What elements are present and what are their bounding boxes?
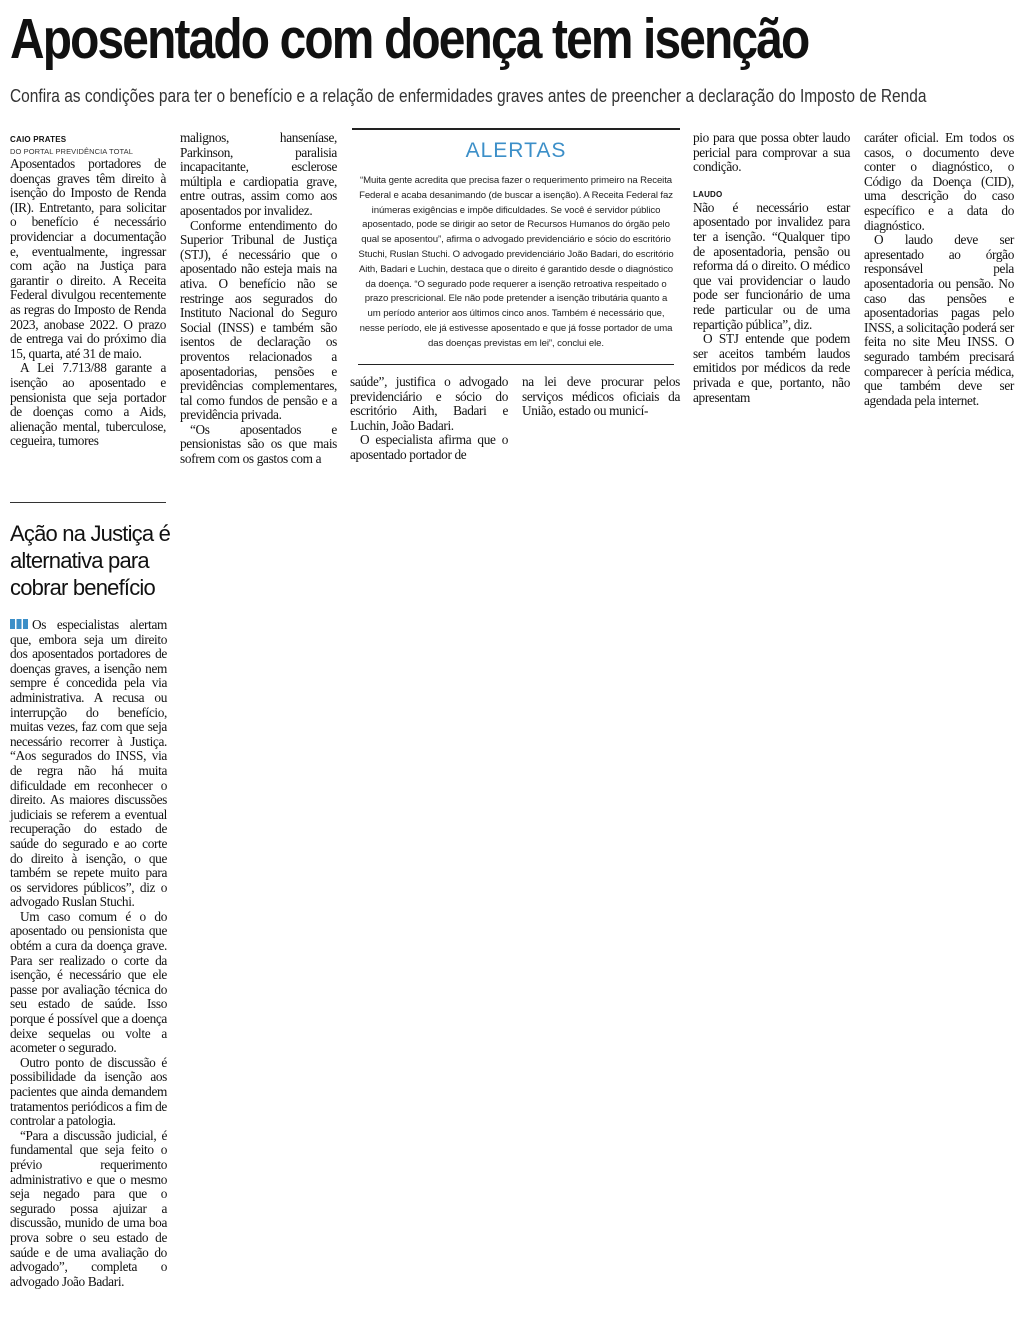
paragraph: O laudo deve ser apresentado ao órgão responsável pela aposentadoria ou pensão. No caso das pensões e aposentadorias pagas pelo INSS, a solicitação poderá ser feita no site Meu INSS. O segurado também precisará comparecer à perícia médica, que também deve ser agendada pela internet. <box>864 232 1014 408</box>
alerts-title: ALERTAS <box>465 139 567 162</box>
paragraph: Não é necessário estar aposentado por invalidez para ter a isenção. “Qualquer tipo de aposentadoria, pensão ou reforma dá o direito. O médico que vai providenciar o laudo pode ser funcionário de uma rede particular ou de uma repartição pública”, diz. <box>693 199 850 332</box>
byline-source: DO PORTAL PREVIDÊNCIA TOTAL <box>10 147 134 156</box>
paragraph-text: Os especialistas alertam que, embora seja um direito dos aposentados portadores de doenças graves, a isenção nem sempre é concedida pela via administrativa. A recusa ou interrupção do benefício, muitas vezes, faz com que seja necessário recorrer à Justiça. “Aos segurados do INSS, via de regra não há muita dificuldade em reconhecer o direito. As maiores discussões judiciais se referem a eventual recuperação do estado de saúde do segurado e ao corte do direito à isenção, o que também se repete muito para os servidores públicos”, diz o advogado Ruslan Stuchi. <box>10 617 167 910</box>
article-column-4 <box>522 375 680 419</box>
paragraph: O STJ entende que podem ser aceitos também laudos emitidos por médicos da rede privada e que, portanto, não apresentam <box>693 331 850 405</box>
article-column-1 <box>10 134 166 449</box>
paragraph <box>10 618 167 910</box>
paragraph: Outro ponto de discussão é possibilidade da isenção aos pacientes que ainda demandem tratamentos periódicos a fim de controlar a patologia. <box>10 1054 167 1129</box>
alerts-text: “Muita gente acredita que precisa fazer o requerimento primeiro na Receita Federal e acaba desanimando (de buscar a isenção). A Receita Federal faz inúmeras exigências e impõe dificuldades. Se você é servidor público aposentado, pode se dirigir ao setor de Recursos Humanos do órgão pelo qual se aposentou”, afirma o advogado previdenciário e sócio do escritório Stuchi, Ruslan Stuchi. O advogado previdenciário João Badari, do escritório Aith, Badari e Luchin, destaca que o direito é garantido desde o diagnóstico da doença. “O segurado pode requerer a isenção retroativa respeitado o prazo prescricional. Ele não pode pretender a isenção tributária quanto a um período anterior aos últimos cinco anos. Também é necessário que, nesse período, ele já estivesse aposentado e que já fosse portador de uma das doenças previstas em lei”, conclui ele. <box>358 175 674 349</box>
paragraph: saúde”, justifica o advogado previdenciário e sócio do escritório Aith, Badari e Luchin, João Badari. <box>350 374 508 433</box>
subhead: Confira as condições para ter o benefício e a relação de enfermidades graves antes de preencher a declaração do Imposto de Renda <box>10 86 927 106</box>
section-marker-icon <box>10 619 28 629</box>
paragraph: pio para que possa obter laudo pericial para comprovar a sua condição. <box>693 130 850 175</box>
headline: Aposentado com doença tem isenção <box>10 7 809 71</box>
paragraph: O especialista afirma que o aposentado portador de <box>350 432 508 462</box>
article-column-2 <box>180 131 337 467</box>
paragraph: A Lei 7.713/88 garante a isenção ao aposentado e pensionista que seja portador de doenças como a Aids, alienação mental, tuberculose, cegueira, tumores <box>10 360 166 449</box>
paragraph: malignos, hanseníase, Parkinson, paralisia incapacitante, esclerose múltipla e cardiopatia grave, entre outras, assim como aos aposentados por invalidez. <box>180 130 337 218</box>
alerts-divider <box>358 364 674 365</box>
byline-author: CAIO PRATES <box>10 135 67 144</box>
paragraph: Um caso comum é o do aposentado ou pensionista que obtém a cura da doença grave. Para ser realizado o corte da isenção, é necessário que ele passe por avaliação técnica do seu estado de saúde. Isso porque é possível que a doença deixe sequelas ou volte a acometer o segurado. <box>10 908 167 1056</box>
paragraph: na lei deve procurar pelos serviços médicos oficiais da União, estado ou municí- <box>522 374 680 419</box>
paragraph: caráter oficial. Em todos os casos, o documento deve conter o diagnóstico, o Código da Doença (CID), uma descrição do caso específico e a data do diagnóstico. <box>864 130 1014 233</box>
paragraph: Conforme entendimento do Superior Tribunal de Justiça (STJ), é necessário que o aposentado não esteja mais na ativa. O benefício não se restringe aos segurados do Instituto Nacional do Seguro Social (INSS) e também são isentos de declaração os proventos relacionados a aposentadorias, pensões e previdências complementares, tal como fundos de pensão e a previdência privada. <box>180 217 337 423</box>
article-column-3 <box>350 375 508 463</box>
paragraph: “Para a discussão judicial, é fundamental que seja feito o prévio requerimento administrativo e que o mesmo seja negado para que o segurado possa ajuizar a discussão, munido de uma boa prova sobre o seu estado de saúde e de uma avaliação do advogado”, completa o advogado João Badari. <box>10 1127 167 1289</box>
paragraph: Aposentados portadores de doenças graves têm direito à isenção do Imposto de Renda (IR). Entretanto, para solicitar o benefício é necessário providenciar a documentação e, eventualmente, ingressar com ação na Justiça para garantir o direito. A Receita Federal divulgou recentemente as regras do Imposto de Renda 2023, anobase 2022. O prazo de entrega vai do próximo dia 15, quarta, até 31 de maio. <box>10 156 166 361</box>
article-column-6 <box>864 131 1014 408</box>
laudo-label: LAUDO <box>693 189 723 199</box>
alerts-box <box>352 128 680 365</box>
sidebar-body <box>10 618 167 1289</box>
article-column-5 <box>693 131 850 405</box>
sidebar-title: Ação na Justiça é alternativa para cobrar benefício <box>10 521 171 600</box>
paragraph: “Os aposentados e pensionistas são os que mais sofrem com os gastos com a <box>180 421 337 467</box>
sidebar-divider <box>10 502 166 503</box>
